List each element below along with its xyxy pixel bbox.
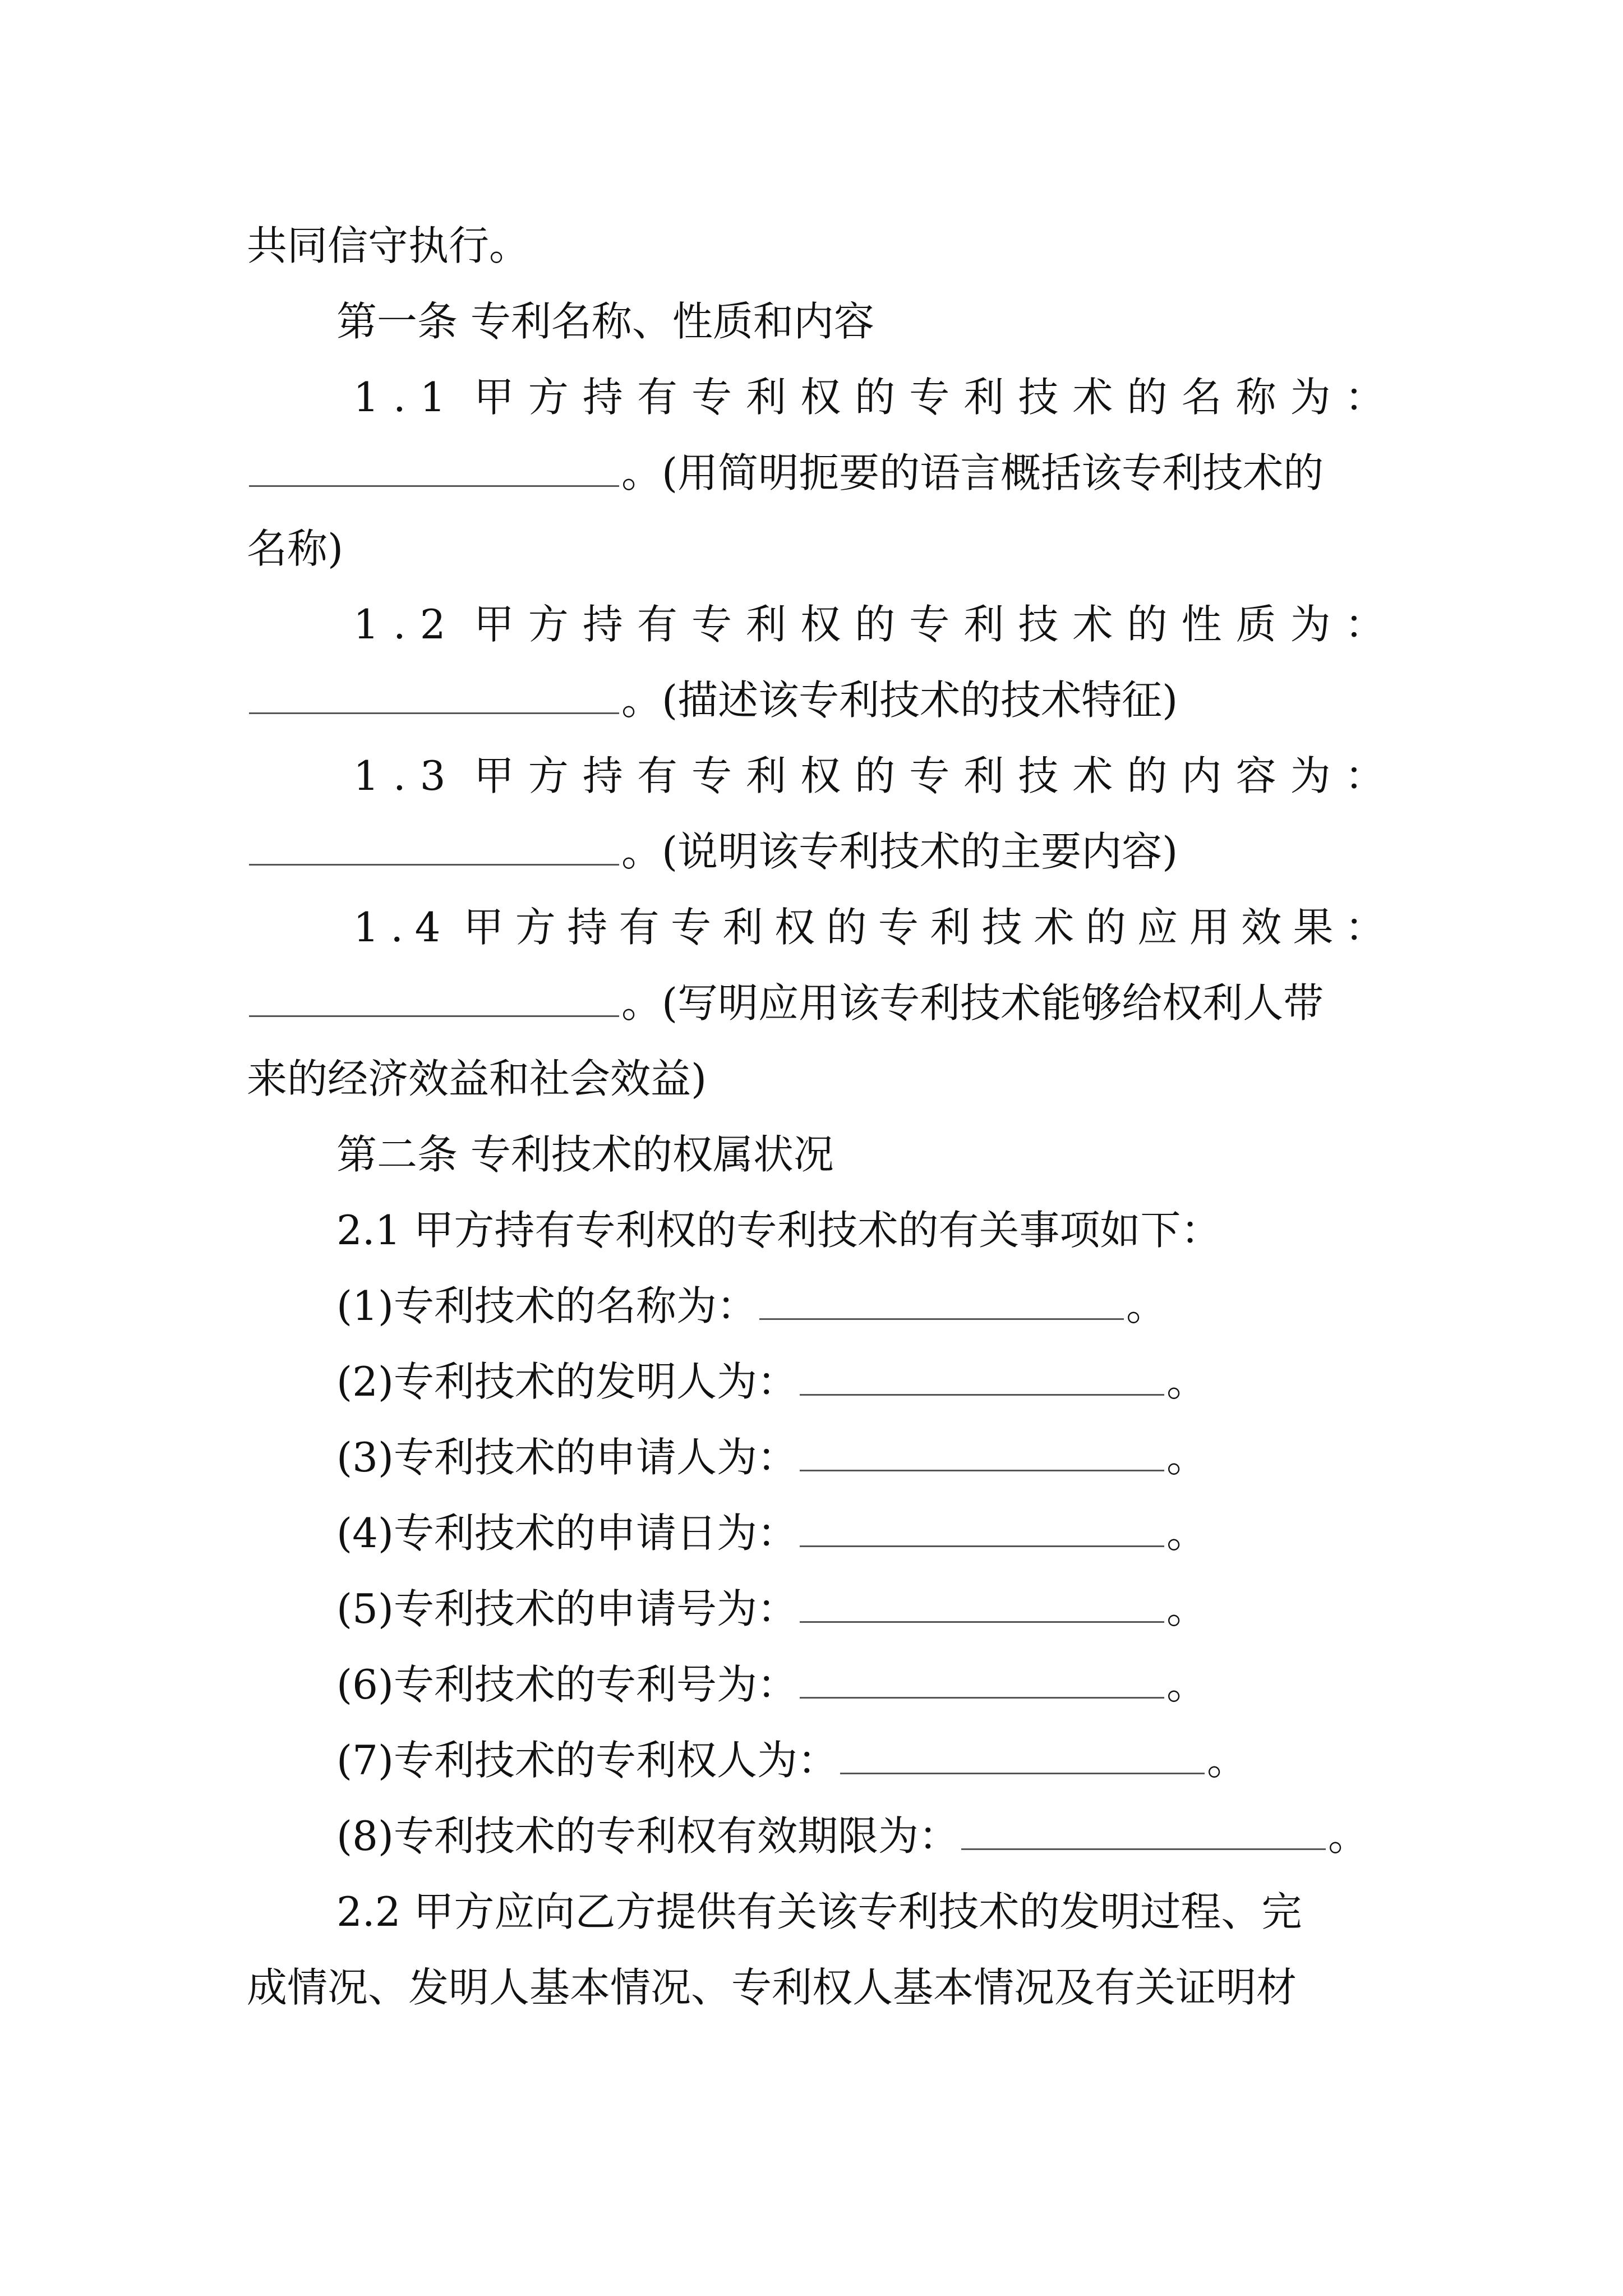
clause-1-4: 1 . 4 甲 方 持 有 专 利 权 的 专 利 技 术 的 应 用 效 果 ： — [353, 904, 1385, 951]
list-item — [336, 1800, 1385, 1872]
item-label: (3)专利技术的申请人为： — [336, 1434, 797, 1481]
clause-2-1: 2.1 甲方持有专利权的专利技术的有关事项如下： — [336, 1207, 1221, 1254]
clause-1-2: 1 . 2 甲 方 持 有 专 利 权 的 专 利 技 术 的 性 质 为 ： — [353, 601, 1385, 648]
item-label: (1)专利技术的名称为： — [336, 1282, 757, 1329]
clause-1-2-continuation — [247, 664, 1385, 737]
item-end: 。 — [1166, 1434, 1207, 1481]
clause-1-4-continuation — [247, 967, 1385, 1039]
fill-in-blank — [800, 1663, 1164, 1699]
fill-in-blank — [800, 1512, 1164, 1547]
fill-in-blank — [249, 452, 619, 487]
fill-in-blank — [800, 1360, 1164, 1396]
list-item — [336, 1572, 1385, 1645]
clause-text: 。(用简明扼要的语言概括该专利技术的 — [621, 449, 1324, 496]
fill-in-blank — [840, 1739, 1205, 1774]
article-heading-2: 第二条 专利技术的权属状况 — [336, 1131, 834, 1178]
item-end: 。 — [1166, 1661, 1207, 1708]
item-end: 。 — [1166, 1510, 1207, 1557]
item-end: 。 — [1166, 1358, 1207, 1405]
list-item — [336, 1497, 1385, 1570]
item-label: (8)专利技术的专利权有效期限为： — [336, 1812, 959, 1860]
clause-1-3: 1 . 3 甲 方 持 有 专 利 权 的 专 利 技 术 的 内 容 为 ： — [353, 752, 1385, 799]
item-label: (5)专利技术的申请号为： — [336, 1585, 797, 1632]
list-item — [336, 1724, 1385, 1797]
item-end: 。 — [1126, 1282, 1167, 1329]
item-end: 。 — [1328, 1812, 1369, 1860]
item-label: (7)专利技术的专利权人为： — [336, 1737, 838, 1784]
clause-1-1: 1 . 1 甲 方 持 有 专 利 权 的 专 利 技 术 的 名 称 为 ： — [353, 374, 1385, 421]
item-label: (4)专利技术的申请日为： — [336, 1510, 797, 1557]
article-heading-1: 第一条 专利名称、性质和内容 — [336, 298, 874, 345]
clause-text: 。(描述该专利技术的技术特征) — [621, 677, 1178, 724]
clause-text: 。(写明应用该专利技术能够给权利人带 — [621, 979, 1324, 1027]
clause-1-3-continuation — [247, 815, 1385, 888]
paragraph-line: 来的经济效益和社会效益) — [247, 1055, 707, 1102]
fill-in-blank — [800, 1436, 1164, 1471]
fill-in-blank — [249, 679, 619, 714]
item-end: 。 — [1207, 1737, 1248, 1784]
fill-in-blank — [759, 1285, 1124, 1320]
fill-in-blank — [249, 830, 619, 866]
list-item — [336, 1269, 1385, 1342]
paragraph-line: 成情况、发明人基本情况、专利权人基本情况及有关证明材 — [247, 1964, 1297, 2011]
item-end: 。 — [1166, 1585, 1207, 1632]
list-item — [336, 1648, 1385, 1721]
clause-text: 。(说明该专利技术的主要内容) — [621, 828, 1178, 875]
list-item — [336, 1421, 1385, 1494]
paragraph-line: 名称) — [247, 525, 344, 572]
fill-in-blank — [249, 982, 619, 1017]
item-label: (6)专利技术的专利号为： — [336, 1661, 797, 1708]
clause-1-1-continuation — [247, 436, 1385, 509]
fill-in-blank — [800, 1588, 1164, 1623]
fill-in-blank — [961, 1815, 1326, 1850]
list-item — [336, 1345, 1385, 1418]
paragraph-line: 共同信守执行。 — [247, 222, 530, 269]
item-label: (2)专利技术的发明人为： — [336, 1358, 797, 1405]
clause-2-2: 2.2 甲方应向乙方提供有关该专利技术的发明过程、完 — [336, 1888, 1302, 1935]
